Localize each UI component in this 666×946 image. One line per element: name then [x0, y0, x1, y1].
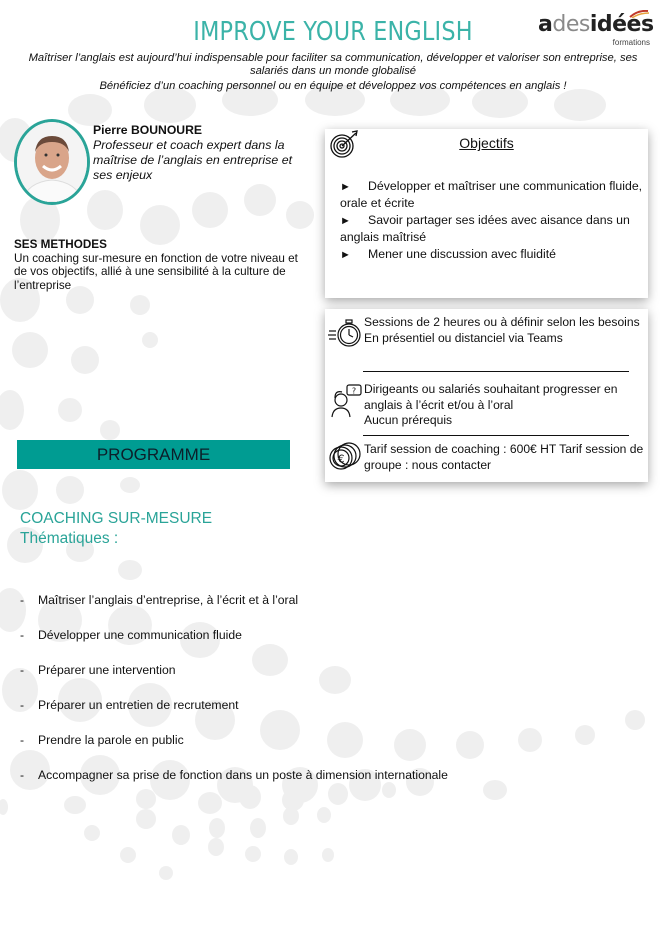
logo-subtitle: formations — [612, 38, 650, 47]
bullet-dash: - — [20, 663, 25, 677]
objectives-card — [325, 129, 648, 298]
objective-item — [340, 247, 645, 264]
objective-text: Développer et maîtriser une communication fluide, orale et écrite — [340, 179, 643, 210]
person-photo-icon — [17, 122, 87, 202]
intro-text — [10, 52, 656, 93]
logo-part-des: des — [552, 12, 590, 37]
info-card — [325, 309, 648, 482]
methods-section — [14, 238, 314, 292]
intro-line: Bénéficiez d’un coaching personnel ou en équipe et développez vos compétences en anglais ! — [99, 80, 567, 92]
theme-text: Accompagner sa prise de fonction dans un poste à dimension internationale — [38, 768, 448, 782]
methods-text: Un coaching sur-mesure en fonction de votre niveau et de vos objectifs, allié à une sensibilité à la culture de l’entreprise — [14, 251, 298, 292]
themes-list — [20, 592, 580, 802]
euro-coins-icon — [327, 439, 365, 473]
sessions-duration: Sessions de 2 heures ou à définir selon les besoins — [364, 315, 640, 329]
theme-item — [20, 627, 580, 662]
theme-item — [20, 697, 580, 732]
sessions-mode: En présentiel ou distanciel via Teams — [364, 330, 563, 345]
company-logo — [538, 12, 658, 48]
logo-part-a: a — [538, 12, 553, 37]
svg-text:€: € — [337, 452, 345, 466]
bullet-dash: - — [20, 733, 25, 747]
theme-text: Prendre la parole en public — [38, 733, 184, 747]
theme-item — [20, 767, 580, 802]
bullet-dash: - — [20, 628, 25, 642]
theme-text: Maîtriser l’anglais d’entreprise, à l’écrit et à l’oral — [38, 593, 299, 607]
objective-text: Mener une discussion avec fluidité — [368, 247, 556, 261]
theme-text: Développer une communication fluide — [38, 628, 242, 642]
coaching-section — [20, 509, 212, 549]
objective-item — [340, 179, 645, 211]
methods-heading: SES METHODES — [14, 238, 107, 251]
logo-part-idees: idées — [589, 12, 654, 37]
profile-name: Pierre BOUNOURE — [93, 123, 203, 137]
theme-item — [20, 732, 580, 767]
objective-item — [340, 213, 645, 245]
arrow-right-icon: ► — [340, 215, 351, 227]
arrow-right-icon: ► — [340, 249, 351, 261]
person-question-icon — [327, 384, 363, 418]
programme-banner: PROGRAMME — [17, 440, 290, 469]
logo-wordmark — [538, 12, 654, 37]
theme-text: Préparer une intervention — [38, 663, 176, 677]
page-title: IMPROVE YOUR ENGLISH — [193, 17, 473, 47]
objectives-list — [340, 179, 645, 266]
intro-line: Maîtriser l’anglais est aujourd’hui indispensable pour faciliter sa communication, développer et valoriser son entreprise, ses salariés dans un monde globalisé — [28, 52, 638, 77]
avatar — [14, 119, 90, 205]
svg-text:?: ? — [351, 386, 357, 396]
objective-text: Savoir partager ses idées avec aisance dans un anglais maîtrisé — [340, 213, 630, 244]
stopwatch-icon — [327, 317, 365, 349]
themes-label: Thématiques : — [20, 530, 119, 547]
theme-text: Préparer un entretien de recrutement — [38, 698, 239, 712]
profile — [93, 123, 313, 183]
bullet-dash: - — [20, 768, 25, 782]
divider — [363, 371, 629, 372]
theme-item — [20, 592, 580, 627]
audience-info — [364, 382, 648, 429]
profile-role: Professeur et coach expert dans la maîtrise de l’anglais en entreprise et ses enjeux — [93, 138, 293, 182]
bullet-dash: - — [20, 698, 25, 712]
objectives-heading: Objectifs — [459, 135, 514, 151]
pricing-info: Tarif session de coaching : 600€ HT Tarif session de groupe : nous contacter — [364, 442, 644, 472]
prerequisites: Aucun prérequis — [364, 413, 453, 427]
arrow-right-icon: ► — [340, 181, 351, 193]
bullet-dash: - — [20, 593, 25, 607]
coaching-subtitle: COACHING SUR-MESURE — [20, 510, 213, 527]
audience-description: Dirigeants ou salariés souhaitant progresser en anglais à l’écrit et/ou à l’oral — [364, 382, 618, 412]
sessions-info — [364, 315, 648, 346]
divider — [363, 435, 629, 436]
theme-item — [20, 662, 580, 697]
